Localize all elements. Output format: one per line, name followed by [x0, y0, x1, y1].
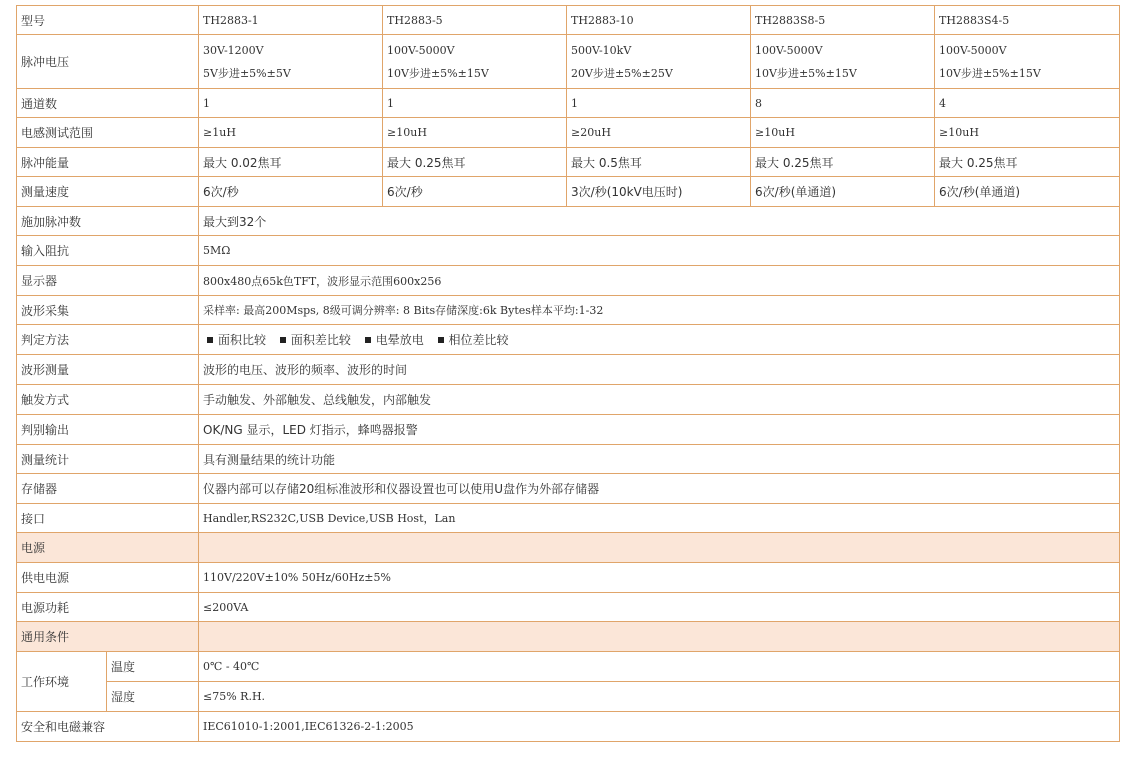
- power-section-row: [17, 533, 1120, 563]
- humidity-label: 湿度: [107, 682, 199, 712]
- inductance-cell: ≥10uH: [935, 118, 1120, 148]
- speed-row: [17, 177, 1120, 207]
- statistics-row: [17, 445, 1120, 474]
- pulse-energy-cell: 最大 0.25焦耳: [935, 148, 1120, 177]
- power-consumption-value: ≤200VA: [199, 593, 1120, 622]
- judge-method-item: 电晕放电: [375, 333, 424, 347]
- storage-value: 仪器内部可以存储20组标准波形和仪器设置也可以使用U盘作为外部存储器: [199, 474, 1120, 504]
- model-cell: TH2883S8-5: [751, 6, 935, 35]
- voltage-range: 100V-5000V: [387, 43, 455, 57]
- channels-cell: 4: [935, 89, 1120, 118]
- voltage-step: 5V步进±5%±5V: [203, 66, 291, 80]
- voltage-step: 20V步进±5%±25V: [571, 66, 673, 80]
- speed-cell: 6次/秒: [383, 177, 567, 207]
- display-label: 显示器: [17, 266, 199, 296]
- storage-label: 存储器: [17, 474, 199, 504]
- trigger-row: [17, 385, 1120, 415]
- bullet-icon: [207, 337, 213, 343]
- pulse-voltage-label: 脉冲电压: [17, 35, 199, 89]
- trigger-value: 手动触发、外部触发、总线触发，内部触发: [199, 385, 1120, 415]
- general-section-row: [17, 622, 1120, 652]
- judge-method-item: 面积比较: [218, 333, 267, 347]
- pulse-count-value: 最大到32个: [199, 207, 1120, 236]
- judge-output-row: [17, 415, 1120, 445]
- input-impedance-row: [17, 236, 1120, 266]
- channels-cell: 1: [567, 89, 751, 118]
- bullet-icon: [365, 337, 371, 343]
- speed-cell: 6次/秒: [199, 177, 383, 207]
- pulse-voltage-cell: [567, 35, 751, 89]
- input-impedance-value: 5MΩ: [199, 236, 1120, 266]
- pulse-energy-cell: 最大 0.5焦耳: [567, 148, 751, 177]
- speed-cell: 6次/秒(单通道): [935, 177, 1120, 207]
- judge-output-label: 判别输出: [17, 415, 199, 445]
- power-consumption-row: [17, 593, 1120, 622]
- input-impedance-label: 输入阻抗: [17, 236, 199, 266]
- sampling-value: 采样率: 最高200Msps, 8级可调分辨率: 8 Bits存储深度:6k Bytes样本平均:1-32: [199, 296, 1120, 325]
- voltage-range: 100V-5000V: [755, 43, 823, 57]
- safety-row: [17, 712, 1120, 742]
- inductance-cell: ≥10uH: [383, 118, 567, 148]
- statistics-value: 具有测量结果的统计功能: [199, 445, 1120, 474]
- waveform-measure-value: 波形的电压、波形的频率、波形的时间: [199, 355, 1120, 385]
- humidity-row: [17, 682, 1120, 712]
- sampling-label: 波形采集: [17, 296, 199, 325]
- speed-label: 测量速度: [17, 177, 199, 207]
- power-section-fill: [199, 533, 1120, 563]
- display-row: [17, 266, 1120, 296]
- voltage-step: 10V步进±5%±15V: [387, 66, 489, 80]
- safety-value: IEC61010-1:2001,IEC61326-2-1:2005: [199, 712, 1120, 742]
- judge-method-row: [17, 325, 1120, 355]
- channels-cell: 1: [383, 89, 567, 118]
- general-section-fill: [199, 622, 1120, 652]
- pulse-voltage-cell: [751, 35, 935, 89]
- power-section-label: 电源: [17, 533, 199, 563]
- judge-method-label: 判定方法: [17, 325, 199, 355]
- spec-table: [16, 5, 1120, 742]
- model-cell: TH2883-1: [199, 6, 383, 35]
- judge-method-value: [199, 325, 1120, 355]
- channels-cell: 1: [199, 89, 383, 118]
- power-supply-row: [17, 563, 1120, 593]
- temperature-value: 0℃ - 40℃: [199, 652, 1120, 682]
- voltage-range: 30V-1200V: [203, 43, 264, 57]
- pulse-count-label: 施加脉冲数: [17, 207, 199, 236]
- power-supply-value: 110V/220V±10% 50Hz/60Hz±5%: [199, 563, 1120, 593]
- general-section-label: 通用条件: [17, 622, 199, 652]
- humidity-value: ≤75% R.H.: [199, 682, 1120, 712]
- interface-value: Handler,RS232C,USB Device,USB Host，Lan: [199, 504, 1120, 533]
- temperature-label: 温度: [107, 652, 199, 682]
- voltage-step: 10V步进±5%±15V: [755, 66, 857, 80]
- voltage-step: 10V步进±5%±15V: [939, 66, 1041, 80]
- pulse-energy-row: [17, 148, 1120, 177]
- power-supply-label: 供电电源: [17, 563, 199, 593]
- pulse-voltage-row: [17, 35, 1120, 89]
- channels-row: [17, 89, 1120, 118]
- channels-label: 通道数: [17, 89, 199, 118]
- bullet-icon: [280, 337, 286, 343]
- bullet-icon: [438, 337, 444, 343]
- judge-output-value: OK/NG 显示，LED 灯指示，蜂鸣器报警: [199, 415, 1120, 445]
- voltage-range: 500V-10kV: [571, 43, 632, 57]
- waveform-measure-row: [17, 355, 1120, 385]
- pulse-energy-cell: 最大 0.25焦耳: [751, 148, 935, 177]
- waveform-measure-label: 波形测量: [17, 355, 199, 385]
- judge-method-item: 面积差比较: [290, 333, 351, 347]
- temperature-row: [17, 652, 1120, 682]
- model-cell: TH2883S4-5: [935, 6, 1120, 35]
- pulse-energy-cell: 最大 0.02焦耳: [199, 148, 383, 177]
- model-label: 型号: [17, 6, 199, 35]
- statistics-label: 测量统计: [17, 445, 199, 474]
- pulse-energy-cell: 最大 0.25焦耳: [383, 148, 567, 177]
- display-value: 800x480点65k色TFT，波形显示范围600x256: [199, 266, 1120, 296]
- pulse-voltage-cell: [383, 35, 567, 89]
- inductance-cell: ≥1uH: [199, 118, 383, 148]
- voltage-range: 100V-5000V: [939, 43, 1007, 57]
- speed-cell: 3次/秒(10kV电压时): [567, 177, 751, 207]
- pulse-count-row: [17, 207, 1120, 236]
- inductance-cell: ≥20uH: [567, 118, 751, 148]
- pulse-voltage-cell: [935, 35, 1120, 89]
- judge-method-item: 相位差比较: [448, 333, 509, 347]
- model-row: [17, 6, 1120, 35]
- sampling-row: [17, 296, 1120, 325]
- safety-label: 安全和电磁兼容: [17, 712, 199, 742]
- model-cell: TH2883-5: [383, 6, 567, 35]
- pulse-energy-label: 脉冲能量: [17, 148, 199, 177]
- power-consumption-label: 电源功耗: [17, 593, 199, 622]
- trigger-label: 触发方式: [17, 385, 199, 415]
- channels-cell: 8: [751, 89, 935, 118]
- interface-row: [17, 504, 1120, 533]
- interface-label: 接口: [17, 504, 199, 533]
- inductance-cell: ≥10uH: [751, 118, 935, 148]
- model-cell: TH2883-10: [567, 6, 751, 35]
- environment-label: 工作环境: [17, 652, 107, 712]
- inductance-label: 电感测试范围: [17, 118, 199, 148]
- speed-cell: 6次/秒(单通道): [751, 177, 935, 207]
- storage-row: [17, 474, 1120, 504]
- inductance-row: [17, 118, 1120, 148]
- pulse-voltage-cell: [199, 35, 383, 89]
